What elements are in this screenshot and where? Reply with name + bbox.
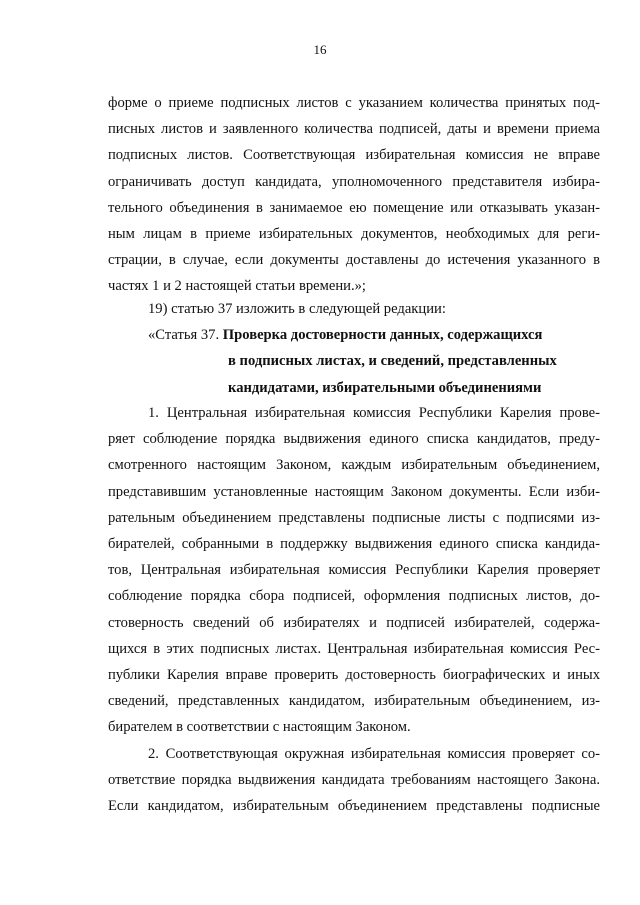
article-title: Проверка достоверности данных, содержащихся (222, 327, 543, 344)
text-line: подписных листов. Соответствующая избирательная комиссия не вправе (108, 147, 600, 164)
text-line: 1. Центральная избирательная комиссия Республики Карелия прове- (148, 405, 600, 421)
text-line: тов, Центральная избирательная комиссия Республики Карелия проверяет (108, 562, 600, 579)
text-line: соблюдение порядка сбора подписей, оформления подписных листов, до- (108, 588, 600, 605)
text-line: ряет соблюдение порядка выдвижения единого списка кандидатов, преду- (108, 431, 600, 448)
text-line: рательным объединением представлены подписные листы с подписями из- (108, 509, 600, 526)
text-line: Если кандидатом, избирательным объединением представлены подписные (108, 798, 600, 815)
article-prefix: «Статья 37. (148, 327, 220, 344)
text-line: бирателей, собранными в поддержку выдвижения единого списка кандида- (108, 535, 600, 552)
text-line: частях 1 и 2 настоящей статьи времени.»; (108, 278, 366, 295)
text-line: публики Карелия вправе проверить достоверность биографических и иных (108, 666, 600, 683)
paragraph-1 (108, 400, 600, 740)
text-line: ным лицам в приеме избирательных документов, необходимых для реги- (108, 225, 600, 242)
text-line: страции, в случае, если документы доставлены до истечения указанного в (108, 252, 600, 269)
text-line: бирателем в соответствии с настоящим Законом. (108, 719, 411, 736)
text-line: тельного объединения в занимаемое ею помещение или отказывать указан- (108, 199, 600, 216)
article-heading-block (108, 296, 600, 401)
text-line: 2. Соответствующая окружная избирательная комиссия проверяет со- (148, 746, 600, 762)
text-line: сведений, представленных кандидатом, избирательным объединением, из- (108, 693, 600, 710)
text-line: форме о приеме подписных листов с указанием количества принятых под- (108, 95, 600, 111)
text-line: писных листов и заявленного количества подписей, даты и времени приема (108, 121, 600, 138)
amendment-item: 19) статью 37 изложить в следующей редакции: (148, 301, 446, 317)
paragraph-2 (108, 741, 600, 820)
page-number: 16 (313, 42, 327, 57)
article-title-line (108, 322, 600, 348)
text-line: ответствие порядка выдвижения кандидата требованиям настоящего Закона. (108, 772, 600, 789)
article-title-line: в подписных листах, и сведений, представленных (228, 353, 557, 370)
text-line: смотренного настоящим Законом, каждым избирательным объединением, (108, 457, 600, 474)
text-line: ограничивать доступ кандидата, уполномоченного представителя избира- (108, 173, 600, 190)
text-line: представившим установленные настоящим Законом документы. Если изби- (108, 483, 600, 500)
text-line: стоверность сведений об избирателях и подписей избирателей, содержа- (108, 614, 600, 631)
continuation-paragraph (108, 90, 600, 300)
article-title-line: кандидатами, избирательными объединениями (228, 379, 542, 396)
text-line: щихся в этих подписных листах. Центральная избирательная комиссия Рес- (108, 640, 600, 657)
